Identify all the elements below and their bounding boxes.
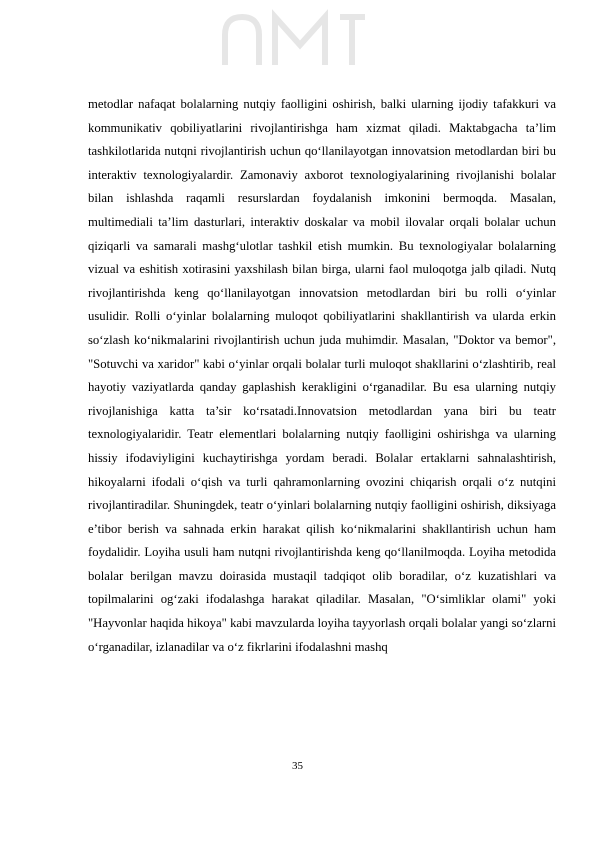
watermark-logo xyxy=(200,5,380,75)
body-paragraph: metodlar nafaqat bolalarning nutqiy faolligini oshirish, balki ularning ijodiy tafakkuri va kommunikativ qobiliyatlarini rivojlantirishga ham xizmat qiladi. Maktabgacha ta’lim tashkilotlarida nutqni rivojlantirish uchun qo‘llanilayotgan innovatsion metodlardan biri bu interaktiv texnologiyalardir. Zamonaviy axborot texnologiyalarining rivojlanishi bolalar bilan ishlashda raqamli resurslardan foydalanish imkonini bermoqda. Masalan, multimediali ta’lim dasturlari, interaktiv doskalar va mobil ilovalar orqali bolalar uchun qiziqarli va samarali mashg‘ulotlar tashkil etish mumkin. Bu texnologiyalar bolalarning vizual va eshitish xotirasini yaxshilash bilan birga, ularni faol muloqotga jalb qiladi. Nutq rivojlantirishda keng qo‘llanilayotgan innovatsion metodlardan biri bu rolli o‘yinlar usulidir. Rolli o‘yinlar bolalarning muloqot qobiliyatlarini shakllantirish va ularda erkin so‘zlash ko‘nikmalarini rivojlantirish uchun juda muhimdir. Masalan, "Doktor va bemor", "Sotuvchi va xaridor" kabi o‘yinlar orqali bolalar turli muloqot shakllarini o‘zlashtirib, real hayotiy vaziyatlarda qanday gaplashish kerakligini o‘rganadilar. Bu esa ularning nutqiy rivojlanishiga katta ta’sir ko‘rsatadi.Innovatsion metodlardan yana biri bu teatr texnologiyalaridir. Teatr elementlari bolalarning nutqiy faolligini oshirishga va ularning hissiy ifodaviyligini kuchaytirishga yordam beradi. Bolalar ertaklarni sahnalashtirish, hikoyalarni ifodali o‘qish va turli qahramonlarning ovozini chiqarish orqali o‘z nutqini rivojlantiradilar. Shuningdek, teatr o‘yinlari bolalarning nutqiy faolligini oshirish, diksiyaga e’tibor berish va sahnada erkin harakat qilish ko‘nikmalarini shakllantirish uchun ham foydalidir. Loyiha usuli ham nutqni rivojlantirishda keng qo‘llanilmoqda. Loyiha metodida bolalar berilgan mavzu doirasida mustaqil tadqiqot olib boradilar, o‘z kuzatishlari va topilmalarini og‘zaki ifodalashga harakat qiladilar. Masalan, "O‘simliklar olami" yoki "Hayvonlar haqida hikoya" kabi mavzularda loyiha tayyorlash orqali bolalar yangi so‘zlarni o‘rganadilar, izlanadilar va o‘z fikrlarini ifodalashni mashq xyxy=(88,97,556,654)
page-number: 35 xyxy=(292,760,303,772)
